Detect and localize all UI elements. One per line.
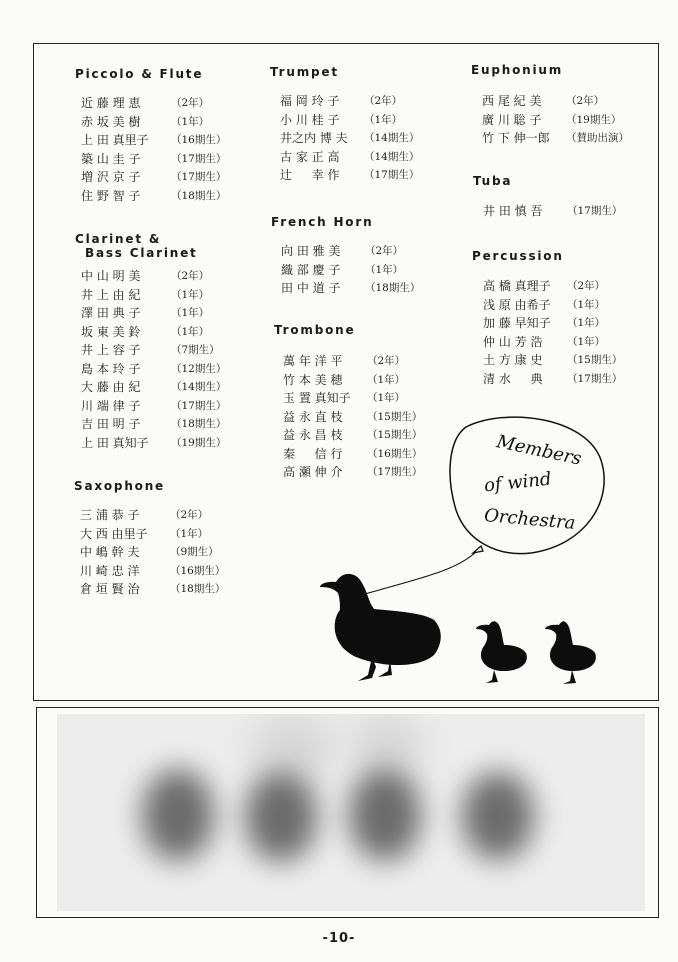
member: 清 水 典 （17期生）	[483, 371, 623, 386]
member: 倉 垣 賢 治 （18期生）	[80, 582, 226, 596]
member: 秦 信 行 （16期生）	[283, 446, 423, 461]
section-tuba	[473, 174, 623, 221]
section-title: Clarinet &	[75, 232, 162, 246]
member: 仲 山 芳 浩 （1年）	[483, 334, 606, 349]
balloon-icon	[361, 417, 604, 595]
section-clarinet	[75, 232, 227, 452]
section-title: Tuba	[473, 174, 513, 188]
member: 澤 田 典 子 （1年）	[81, 306, 210, 320]
member: 川 崎 忠 洋 （16期生）	[80, 563, 226, 578]
member-list	[483, 202, 623, 221]
member-list	[280, 92, 420, 185]
section-title: Percussion	[472, 249, 564, 263]
member: 玉 置 真知子 （1年）	[283, 391, 406, 405]
section-piccolo-flute	[75, 67, 227, 205]
ducks-balloon-illustration	[316, 405, 616, 690]
duckling-icon	[545, 621, 596, 684]
member: 井 上 由 紀 （1年）	[81, 287, 210, 302]
member: 西 尾 紀 美 （2年）	[482, 94, 605, 108]
balloon-text-line1: Members	[494, 431, 584, 470]
member: 益 永 昌 枝 （15期生）	[283, 428, 423, 442]
member-list	[81, 267, 227, 452]
member-list	[281, 242, 421, 298]
section-saxophone	[74, 479, 226, 599]
section-title-line2: Bass Clarinet	[85, 246, 198, 260]
member: 井 田 慎 吾 （17期生）	[483, 204, 623, 218]
member: 赤 坂 美 樹 （1年）	[81, 114, 210, 129]
member: 島 本 玲 子 （12期生）	[81, 361, 227, 376]
member: 大 西 由里子 （1年）	[80, 526, 209, 541]
section-french-horn	[271, 215, 421, 298]
balloon-text-line2: of wind	[483, 468, 553, 497]
member: 川 端 律 子 （17期生）	[81, 398, 227, 413]
member: 浅 原 由希子 （1年）	[483, 297, 606, 312]
member-list	[80, 506, 226, 599]
member-list	[81, 94, 227, 205]
member: 益 永 直 枝 （15期生）	[283, 409, 423, 424]
member: 田 中 道 子 （18期生）	[281, 281, 421, 295]
member: 住 野 智 子 （18期生）	[81, 188, 227, 203]
member: 高 瀬 伸 介 （17期生）	[283, 465, 423, 479]
page-number: -10-	[322, 931, 356, 946]
section-trumpet	[270, 65, 420, 185]
member: 増 沢 京 子 （17期生）	[81, 170, 227, 184]
member: 向 田 雅 美 （2年）	[281, 244, 404, 258]
section-title: Trombone	[274, 323, 356, 337]
member: 竹 本 美 穂 （1年）	[283, 372, 406, 387]
section-title: Saxophone	[74, 479, 165, 493]
member: 上 田 真里子 （16期生）	[81, 133, 227, 147]
blurred-photo	[57, 714, 645, 911]
member: 築 山 圭 子 （17期生）	[81, 151, 227, 166]
member: 近 藤 理 恵 （2年）	[81, 96, 210, 110]
member: 中 嶋 幹 夫 （9期生）	[80, 545, 219, 559]
photo-frame	[36, 707, 659, 918]
member-list	[483, 277, 623, 388]
member: 廣 川 聡 子 （19期生）	[482, 112, 622, 127]
member: 土 方 康 史 （15期生）	[483, 353, 623, 367]
member: 井 上 容 子 （7期生）	[81, 343, 220, 357]
member: 竹 下 伸一郎 （賛助出演）	[482, 131, 629, 145]
section-euphonium	[471, 63, 629, 148]
member: 加 藤 早知子 （1年）	[483, 316, 606, 330]
member: 高 橋 真理子 （2年）	[483, 279, 606, 293]
member: 大 藤 由 紀 （14期生）	[81, 380, 227, 394]
member: 福 岡 玲 子 （2年）	[280, 94, 403, 108]
member: 坂 東 美 鈴 （1年）	[81, 324, 210, 339]
member: 井之内 博 夫 （14期生）	[280, 131, 420, 145]
section-title: French Horn	[271, 215, 374, 229]
section-title: Trumpet	[270, 65, 339, 79]
member: 上 田 真知子 （19期生）	[81, 435, 227, 450]
section-title: Piccolo & Flute	[75, 67, 204, 81]
member: 小 川 桂 子 （1年）	[280, 112, 403, 127]
member: 萬 年 洋 平 （2年）	[283, 354, 406, 368]
duckling-icon	[476, 621, 527, 683]
member: 古 家 正 高 （14期生）	[280, 149, 420, 164]
member: 三 浦 恭 子 （2年）	[80, 508, 209, 522]
member-list	[482, 92, 629, 148]
section-title: Euphonium	[471, 63, 564, 77]
member: 吉 田 明 子 （18期生）	[81, 417, 227, 431]
balloon-text-line3: Orchestra	[483, 505, 577, 534]
member: 織 部 慶 子 （1年）	[281, 262, 404, 277]
member: 中 山 明 美 （2年）	[81, 269, 210, 283]
section-percussion	[472, 249, 623, 388]
member: 辻 幸 作 （17期生）	[280, 168, 420, 182]
